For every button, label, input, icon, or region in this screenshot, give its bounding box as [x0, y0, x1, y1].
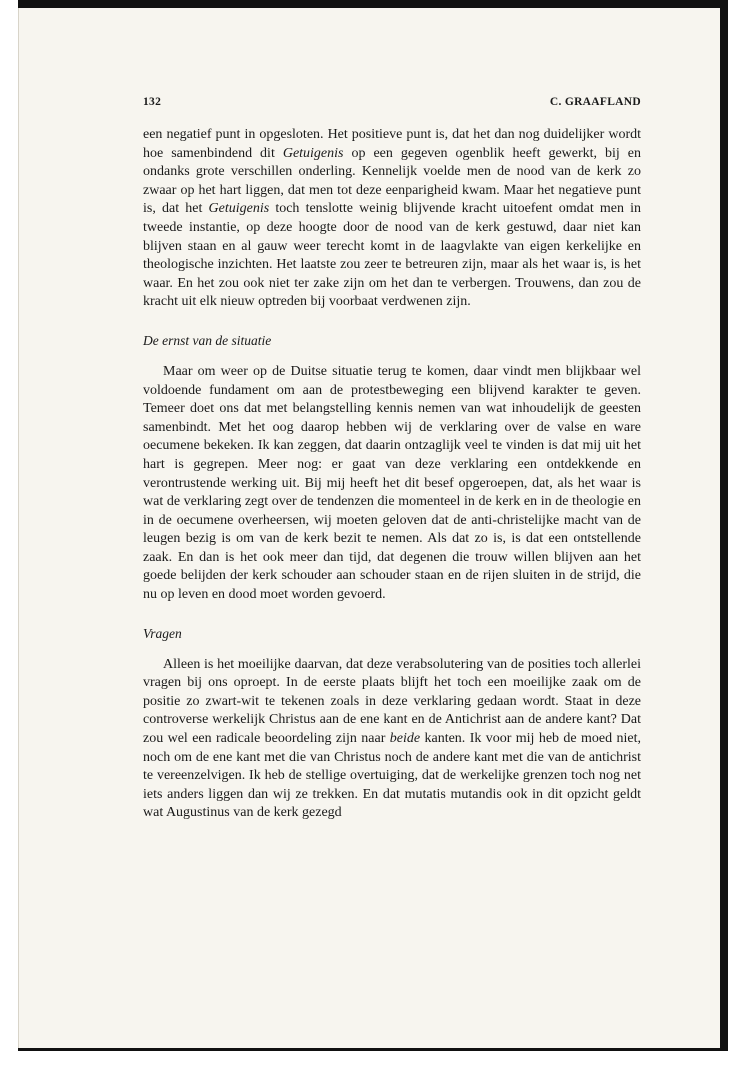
italic-title: Getuigenis	[282, 145, 344, 161]
paragraph-vragen	[143, 656, 641, 823]
scan-edge-top	[18, 0, 720, 8]
text-span: Alleen is het moeilijke daarvan, dat deze verabsolutering van de posities toch allerlei vragen bij ons oproept. In de eerste plaats blijft het toch een moeilijke zaak om de positie zo zwart-wit te tekenen zoals in deze verklaring gedaan wordt. Staat in deze controverse werkelijk Christus aan de ene kant en de Antichrist aan de andere kant? Dat zou wel een radicale beoordeling zijn naar	[143, 656, 641, 747]
text-span: op een gegeven ogenblik heeft gewerkt, bij en ondanks grote verschillen onderling. Kennelijk voelde men de nood van de kerk zo zwaar op het hart liggen, dat men tot deze eenparigheid kwam. Maar het negatieve punt is, dat het	[143, 145, 641, 217]
section-heading-vragen: Vragen	[143, 625, 182, 641]
scan-edge-bottom	[18, 1048, 728, 1051]
text-span: een negatief punt in opgesloten. Het positieve punt is, dat het dan nog duidelijker wordt hoe samenbindend dit	[143, 127, 641, 161]
paragraph-continued	[143, 126, 641, 312]
page-number: 132	[143, 96, 162, 108]
text-span: kanten. Ik voor mij heb de moed niet, noch om de ene kant met die van Christus noch de andere kant met die van de antichrist te vereenzelvigen. Ik heb de stellige overtuiging, dat de werkelijke grenzen toch nog net iets anders liggen dan wij ze trekken. En dat mutatis mutandis ook in dit opzicht geldt wat Augustinus van de kerk gezegd	[143, 731, 641, 821]
section-heading-situatie: De ernst van de situatie	[143, 332, 272, 348]
italic-title: Getuigenis	[208, 201, 270, 217]
italic-emphasis: beide	[389, 731, 421, 747]
text-span: toch tenslotte weinig blijvende kracht uitoefent omdat men in tweede instantie, op deze hoogte door de nood van de kerk gestuwd, daar niet kan blijven staan en al gauw weer terecht komt in de laagvlakte van eigen kerkelijke en theologische inzichten. Het laatste zou zeer te betreuren zijn, maar als het waar is, is het waar. En het zou ook niet ter zake zijn om het dan te verbergen. Trouwens, dan zou de kracht uit elk nieuw optreden bij voorbaat verdwenen zijn.	[143, 201, 642, 310]
running-head: C. GRAAFLAND	[549, 96, 641, 108]
paragraph-situatie: Maar om weer op de Duitse situatie terug te komen, daar vindt men blijkbaar wel voldoende fundament om aan de protestbeweging een blijvend karakter te geven. Temeer doet ons dat met belangstelling kennis nemen van wat inhoudelijk de geesten samenbindt. Met het oog daarop hebben wij de verklaring over de valse en ware oecumene bekeken. Ik kan zeggen, dat daarin ontzaglijk veel te vinden is dat mij uit het hart is gegrepen. Meer nog: er gaat van deze verklaring een ontdekkende en verontrustende werking uit. Bij mij heeft het dit besef opgeroepen, dat, als het waar is wat de verklaring zegt over de tendenzen die momenteel in de kerk en in de theologie en in de oecumene overheersen, wij moeten geloven dat de anti-christelijke macht van de leugen bezig is om van de kerk bezit te nemen. Als dat zo is, is dat een ontstellende zaak. En dan is het ook meer dan tijd, dat degenen die trouw willen blijven aan het goede belijden der kerk schouder aan schouder staan en de rijen sluiten in de strijd, die nu op leven en dood moet worden gevoerd.	[143, 363, 641, 603]
scan-edge-right	[720, 0, 728, 1048]
page-body	[143, 126, 641, 823]
